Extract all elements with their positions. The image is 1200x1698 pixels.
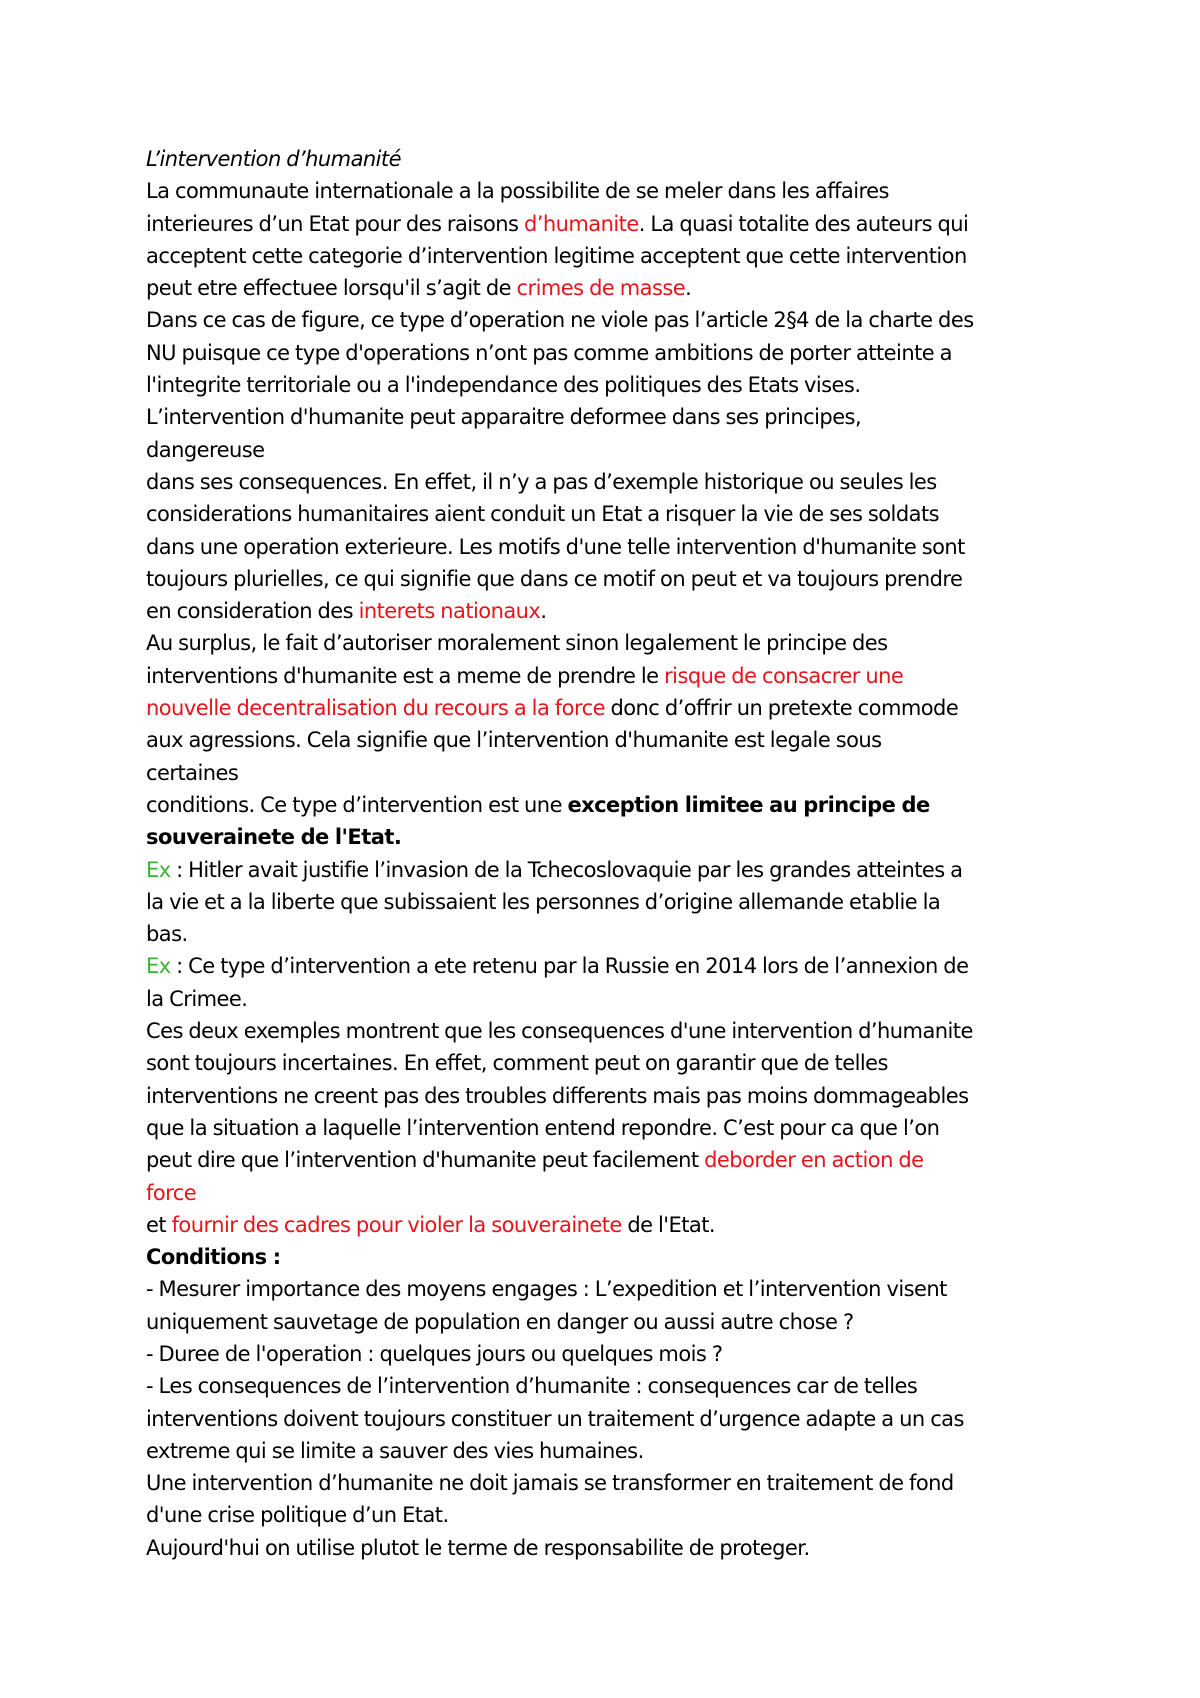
text-line: [146, 595, 1086, 627]
text-run: .: [685, 276, 692, 301]
text-line: [146, 1532, 1086, 1564]
text-line: [146, 563, 1086, 595]
text-run: Au surplus, le fait d’autoriser moralement sinon legalement le principe des: [146, 631, 888, 656]
text-line: [146, 1403, 1086, 1435]
text-line: [146, 369, 1086, 401]
text-line: [146, 531, 1086, 563]
text-run: certaines: [146, 760, 239, 785]
highlighted-phrase: interets nationaux: [358, 599, 541, 624]
text-line: [146, 401, 1086, 433]
text-line: [146, 886, 1086, 918]
example-marker: Ex: [146, 857, 171, 882]
text-line: [146, 1112, 1086, 1144]
text-run: de l'Etat.: [621, 1212, 716, 1237]
text-run: acceptent cette categorie d’intervention legitime acceptent que cette intervention: [146, 243, 967, 268]
text-run: toujours plurielles, ce qui signifie que dans ce motif on peut et va toujours prendre: [146, 566, 963, 591]
example-marker: Ex: [146, 954, 171, 979]
text-run: .: [540, 599, 547, 624]
text-line: [146, 175, 1086, 207]
text-run: Dans ce cas de figure, ce type d’operation ne viole pas l’article 2§4 de la charte des: [146, 308, 974, 333]
text-run: Aujourd'hui on utilise plutot le terme de responsabilite de proteger.: [146, 1535, 810, 1560]
text-run: Ces deux exemples montrent que les consequences d'une intervention d’humanite: [146, 1019, 973, 1044]
text-run: interieures d’un Etat pour des raisons: [146, 211, 524, 236]
text-line: [146, 272, 1086, 304]
text-run: considerations humanitaires aient conduit un Etat a risquer la vie de ses soldats: [146, 502, 940, 527]
highlighted-phrase: d’humanite: [523, 211, 639, 236]
text-run: : Ce type d’intervention a ete retenu par la Russie en 2014 lors de l’annexion de: [170, 954, 969, 979]
text-run: . La quasi totalite des auteurs qui: [638, 211, 969, 236]
document-title: [146, 143, 1086, 175]
text-run: peut etre effectuee lorsqu'il s’agit de: [146, 276, 517, 301]
text-line: [146, 1467, 1086, 1499]
text-run: en consideration des: [146, 599, 359, 624]
text-line: [146, 1370, 1086, 1402]
text-line: [146, 918, 1086, 950]
text-line: [146, 1080, 1086, 1112]
highlighted-phrase: crimes de masse: [516, 276, 686, 301]
text-line: [146, 1435, 1086, 1467]
text-run: interventions doivent toujours constituer un traitement d’urgence adapte a un cas: [146, 1406, 964, 1431]
text-run: conditions. Ce type d’intervention est une: [146, 792, 568, 817]
text-run: la vie et a la liberte que subissaient les personnes d’origine allemande etablie la: [146, 889, 941, 914]
text-line: [146, 1499, 1086, 1531]
text-line: [146, 789, 1086, 821]
text-run: aux agressions. Cela signifie que l’intervention d'humanite est legale sous: [146, 728, 882, 753]
document-body: [146, 143, 1086, 1564]
bold-phrase: exception limitee au principe de: [567, 792, 930, 817]
text-run: NU puisque ce type d'operations n’ont pas comme ambitions de porter atteinte a: [146, 340, 952, 365]
bold-phrase: souverainete de l'Etat.: [146, 825, 402, 850]
highlighted-phrase: fournir des cadres pour violer la souverainete: [171, 1212, 622, 1237]
text-line: [146, 1273, 1086, 1305]
text-run: peut dire que l’intervention d'humanite peut facilement: [146, 1148, 705, 1173]
text-run: dans ses consequences. En effet, il n’y a pas d’exemple historique ou seules les: [146, 469, 937, 494]
text-line: [146, 660, 1086, 692]
text-line: [146, 1144, 1086, 1176]
text-line: [146, 1306, 1086, 1338]
text-run: que la situation a laquelle l’intervention entend repondre. C’est pour ca que l’on: [146, 1115, 940, 1140]
text-line: [146, 304, 1086, 336]
text-run: et: [146, 1212, 172, 1237]
text-line: [146, 466, 1086, 498]
text-run: - Mesurer importance des moyens engages : L’expedition et l’intervention visent: [146, 1277, 947, 1302]
text-line: [146, 627, 1086, 659]
text-run: interventions ne creent pas des troubles differents mais pas moins dommageables: [146, 1083, 969, 1108]
text-run: la Crimee.: [146, 986, 248, 1011]
text-run: : Hitler avait justifie l’invasion de la Tchecoslovaquie par les grandes atteintes a: [170, 857, 963, 882]
text-line: [146, 1241, 1086, 1273]
text-run: donc d’offrir un pretexte commode: [604, 696, 959, 721]
text-line: [146, 1209, 1086, 1241]
text-line: [146, 821, 1086, 853]
highlighted-phrase: deborder en action de: [704, 1148, 924, 1173]
text-run: uniquement sauvetage de population en danger ou aussi autre chose ?: [146, 1309, 854, 1334]
text-line: [146, 1015, 1086, 1047]
text-run: Une intervention d’humanite ne doit jamais se transformer en traitement de fond: [146, 1471, 954, 1496]
bold-phrase: Conditions :: [146, 1245, 281, 1270]
text-run: dans une operation exterieure. Les motifs d'une telle intervention d'humanite sont: [146, 534, 965, 559]
text-line: [146, 240, 1086, 272]
text-run: interventions d'humanite est a meme de prendre le: [146, 663, 665, 688]
text-run: extreme qui se limite a sauver des vies humaines.: [146, 1438, 644, 1463]
text-run: L’intervention d'humanite peut apparaitre deformee dans ses principes,: [146, 405, 862, 430]
text-line: [146, 1338, 1086, 1370]
text-line: [146, 1047, 1086, 1079]
text-run: d'une crise politique d’un Etat.: [146, 1503, 449, 1528]
text-line: [146, 498, 1086, 530]
text-run: - Duree de l'operation : quelques jours ou quelques mois ?: [146, 1341, 723, 1366]
text-run: La communaute internationale a la possibilite de se meler dans les affaires: [146, 179, 889, 204]
text-run: - Les consequences de l’intervention d’humanite : consequences car de telles: [146, 1374, 918, 1399]
highlighted-phrase: risque de consacrer une: [664, 663, 904, 688]
text-line: [146, 337, 1086, 369]
text-run: bas.: [146, 922, 188, 947]
text-line: [146, 854, 1086, 886]
text-line: [146, 208, 1086, 240]
text-line: [146, 950, 1086, 982]
highlighted-phrase: force: [146, 1180, 197, 1205]
text-run: dangereuse: [146, 437, 265, 462]
text-line: [146, 692, 1086, 724]
text-line: [146, 757, 1086, 789]
title-text: L’intervention d’humanité: [146, 147, 401, 171]
text-line: [146, 983, 1086, 1015]
text-line: [146, 724, 1086, 756]
highlighted-phrase: nouvelle decentralisation du recours a la force: [146, 696, 605, 721]
text-run: l'integrite territoriale ou a l'independance des politiques des Etats vises.: [146, 373, 861, 398]
text-line: [146, 434, 1086, 466]
text-run: sont toujours incertaines. En effet, comment peut on garantir que de telles: [146, 1051, 888, 1076]
text-line: [146, 1177, 1086, 1209]
